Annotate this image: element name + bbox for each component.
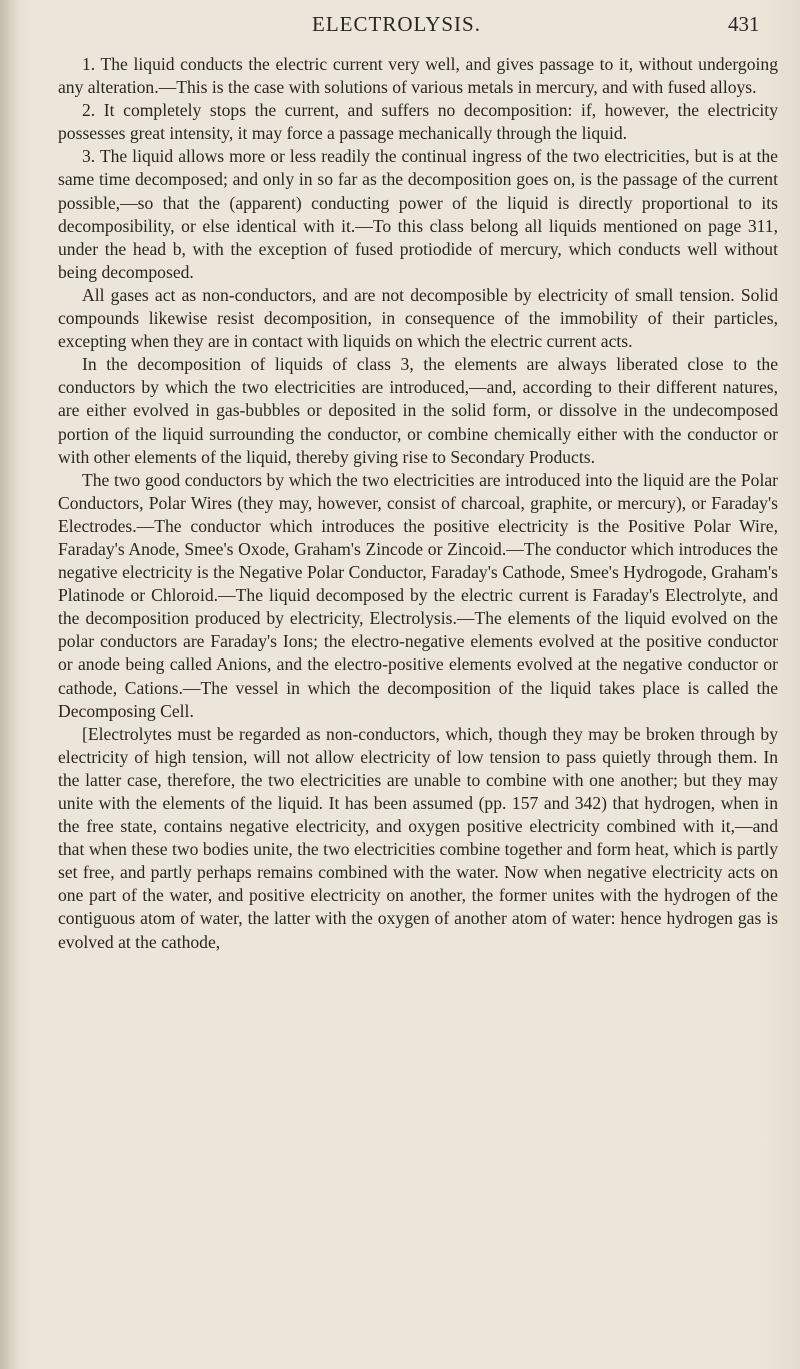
page-header [0, 8, 800, 48]
paragraph: 1. The liquid conducts the electric current very well, and gives passage to it, without undergoing any alteration.—This is the case with solutions of various metals in mercury, and with fused alloys. [58, 54, 778, 98]
paragraph: 2. It completely stops the current, and suffers no decomposition: if, however, the electricity possesses great intensity, it may force a passage mechanically through the liquid. [58, 100, 778, 144]
running-head: ELECTROLYSIS. [312, 12, 481, 36]
page-number: 431 [728, 12, 760, 36]
paragraph: In the decomposition of liquids of class 3, the elements are always liberated close to the conductors by which the two electricities are introduced,—and, according to their different natures, are either evolved in gas-bubbles or deposited in the solid form, or dissolve in the undecomposed portion of the liquid surrounding the conductor, or combine chemically either with the conductor or with other elements of the liquid, thereby giving rise to Secondary Products. [58, 354, 778, 467]
paragraph: 3. The liquid allows more or less readily the continual ingress of the two electricities, but is at the same time decomposed; and only in so far as the decomposition goes on, is the passage of the current possible,—so that the (apparent) conducting power of the liquid is directly proportional to its decomposibility, or else identical with it.—To this class belong all liquids mentioned on page 311, under the head b, with the exception of fused protiodide of mercury, which conducts well without being decomposed. [58, 146, 778, 282]
paragraph: The two good conductors by which the two electricities are introduced into the liquid are the Polar Conductors, Polar Wires (they may, however, consist of charcoal, graphite, or mercury), or Faraday's Electrodes.—The conductor which introduces the positive electricity is the Positive Polar Wire, Faraday's Anode, Smee's Oxode, Graham's Zincode or Zincoid.—The conductor which introduces the negative electricity is the Negative Polar Conductor, Faraday's Cathode, Smee's Hydrogode, Graham's Platinode or Chloroid.—The liquid decomposed by the electric current is Faraday's Electrolyte, and the decomposition produced by electricity, Electrolysis.—The elements of the liquid evolved on the polar conductors are Faraday's Ions; the electro-negative elements evolved at the positive conductor or anode being called Anions, and the electro-positive elements evolved at the negative conductor or cathode, Cations.—The vessel in which the decomposition of the liquid takes place is called the Decomposing Cell. [58, 469, 778, 721]
binding-shadow [0, 0, 18, 1369]
paragraph: All gases act as non-conductors, and are not decomposible by electricity of small tension. Solid compounds likewise resist decomposition, in consequence of the immobility of their particles, excepting when they are in contact with liquids on which the electric current acts. [58, 284, 778, 352]
body-text [58, 53, 778, 954]
paragraph: [Electrolytes must be regarded as non-conductors, which, though they may be broken through by electricity of high tension, will not allow electricity of low tension to pass quietly through them. In the latter case, therefore, the two electricities are unable to combine with one another; but they may unite with the elements of the liquid. It has been assumed (pp. 157 and 342) that hydrogen, when in the free state, contains negative electricity, and oxygen positive electricity combined with it,—and that when these two bodies unite, the two electricities combine together and form heat, which is partly set free, and partly perhaps remains combined with the water. Now when negative electricity acts on one part of the water, and positive electricity on another, the former unites with the hydrogen of the contiguous atom of water, the latter with the oxygen of another atom of water: hence hydrogen gas is evolved at the cathode, [58, 723, 778, 952]
